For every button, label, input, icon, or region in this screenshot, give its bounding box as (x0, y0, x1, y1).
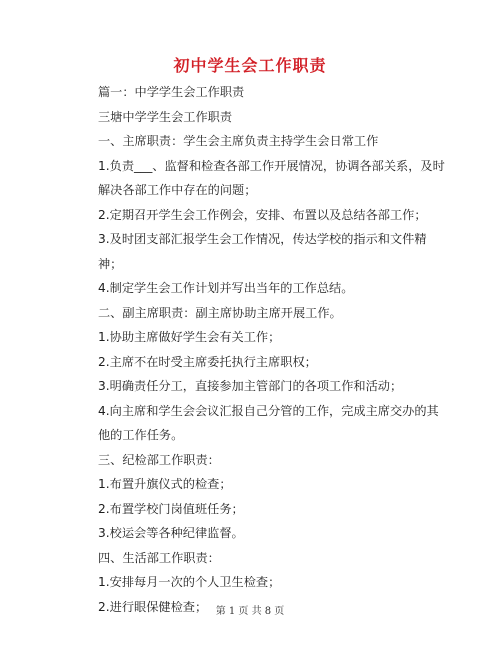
paragraph-line: 3.明确责任分工，直接参加主管部门的各项工作和活动； (98, 379, 403, 393)
document-title: 初中学生会工作职责 (173, 56, 327, 75)
paragraph-line: 他的工作任务。 (98, 428, 184, 442)
section-heading: 篇一：中学学生会工作职责 (98, 85, 245, 99)
page-number-footer: 第 1 页 共 8 页 (215, 606, 285, 617)
document-body (98, 80, 445, 619)
paragraph-line: 4.制定学生会工作计划并写出当年的工作总结。 (98, 281, 354, 295)
paragraph-line: 2.进行眼保健检查； (98, 599, 208, 614)
paragraph-line: 4.向主席和学生会会议汇报自己分管的工作，完成主席交办的其 (98, 403, 439, 418)
paragraph-line: 3.校运会等各种纪律监督。 (98, 526, 244, 540)
paragraph-line: 3.及时团支部汇报学生会工作情况，传达学校的指示和文件精 (98, 232, 427, 246)
paragraph-line: 神； (98, 256, 123, 271)
section-heading: 四、生活部工作职责： (98, 550, 220, 565)
paragraph-line: 2.定期召开学生会工作例会，安排、布置以及总结各部工作； (98, 207, 427, 222)
paragraph-line: 2.主席不在时受主席委托执行主席职权； (98, 354, 317, 369)
paragraph-line: 1.负责___、监督和检查各部工作开展情况，协调各部关系，及时 (98, 158, 445, 173)
paragraph-line: 2.布置学校门岗值班任务； (98, 501, 244, 516)
paragraph-line: 解决各部工作中存在的问题； (98, 183, 257, 197)
section-heading: 二、副主席职责：副主席协助主席开展工作。 (98, 305, 342, 320)
subtitle-line: 三塘中学学生会工作职责 (98, 109, 233, 124)
section-heading: 三、纪检部工作职责： (98, 452, 220, 467)
paragraph-line: 1.安排每月一次的个人卫生检查； (98, 575, 281, 589)
paragraph-line: 1.布置升旗仪式的检查； (98, 477, 232, 491)
section-heading: 一、主席职责：学生会主席负责主持学生会日常工作 (98, 134, 379, 148)
paragraph-line: 1.协助主席做好学生会有关工作； (98, 330, 281, 344)
